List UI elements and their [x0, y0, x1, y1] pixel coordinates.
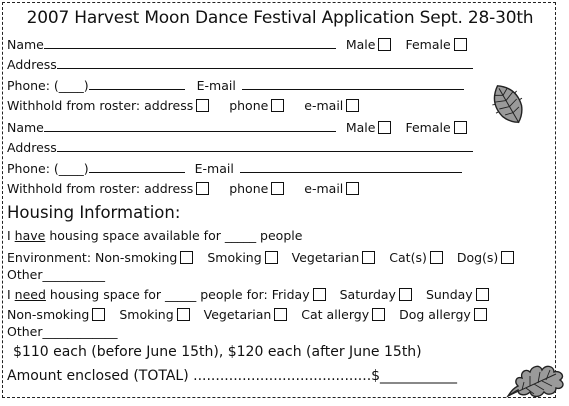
need-word: need — [14, 287, 46, 302]
sunday-checkbox[interactable] — [476, 288, 489, 301]
withhold-phone-checkbox[interactable] — [271, 99, 284, 112]
withhold-email-checkbox[interactable] — [346, 182, 359, 195]
female-label: Female — [405, 120, 451, 135]
nonsmoking-label: Non-smoking — [7, 307, 90, 322]
other2-row — [7, 324, 118, 339]
withhold-email-label: e-mail — [304, 181, 344, 196]
vegetarian-checkbox[interactable] — [274, 308, 287, 321]
withhold-label: Withhold from roster: address — [7, 181, 194, 196]
sunday-label: Sunday — [425, 287, 473, 302]
address-field[interactable] — [57, 140, 473, 152]
phone-field[interactable] — [89, 78, 185, 90]
env-cats-checkbox[interactable] — [430, 251, 443, 264]
amount-enclosed[interactable]: Amount enclosed (TOTAL) ........................................$___________ — [7, 368, 458, 384]
email-label: E-mail — [196, 78, 236, 93]
address-label: Address — [7, 57, 57, 72]
phone-label: Phone: (____) — [7, 78, 89, 93]
environment-row — [7, 250, 524, 265]
withhold-label: Withhold from roster: address — [7, 98, 194, 113]
cat-allergy-checkbox[interactable] — [372, 308, 385, 321]
need-housing-row — [7, 287, 499, 302]
needs-row — [7, 307, 497, 322]
env-cats-label: Cat(s) — [389, 250, 427, 265]
phone-label: Phone: (____) — [7, 161, 89, 176]
withhold-address-checkbox[interactable] — [196, 99, 209, 112]
cat-allergy-label: Cat allergy — [301, 307, 370, 322]
male-label: Male — [345, 37, 376, 52]
person1-phone-row — [7, 78, 464, 93]
have-housing-row — [7, 228, 302, 243]
smoking-checkbox[interactable] — [177, 308, 190, 321]
name-label: Name — [7, 37, 44, 52]
vegetarian-label: Vegetarian — [203, 307, 272, 322]
have-word: have — [14, 228, 46, 243]
withhold-address-checkbox[interactable] — [196, 182, 209, 195]
name-field[interactable] — [44, 120, 336, 132]
environment-nonsmoking-label: Environment: Non-smoking — [7, 250, 178, 265]
withhold-email-label: e-mail — [304, 98, 344, 113]
other1-row — [7, 267, 105, 282]
name-field[interactable] — [44, 37, 336, 49]
phone-field[interactable] — [89, 161, 185, 173]
dog-allergy-checkbox[interactable] — [474, 308, 487, 321]
env-smoking-checkbox[interactable] — [265, 251, 278, 264]
person1-withhold-row — [7, 98, 369, 113]
person1-name-row — [7, 37, 477, 52]
other2-field[interactable]: Other____________ — [7, 324, 118, 339]
person2-phone-row — [7, 161, 462, 176]
env-dogs-label: Dog(s) — [456, 250, 499, 265]
email-field[interactable] — [242, 78, 464, 90]
person2-name-row — [7, 120, 477, 135]
saturday-label: Saturday — [339, 287, 396, 302]
person1-address-row — [7, 57, 473, 72]
female-checkbox[interactable] — [454, 38, 467, 51]
need-housing-text: housing space for _____ people for: Friday — [45, 287, 310, 302]
env-smoking-label: Smoking — [207, 250, 262, 265]
address-label: Address — [7, 140, 57, 155]
nonsmoking-checkbox[interactable] — [92, 308, 105, 321]
email-field[interactable] — [240, 161, 462, 173]
person2-withhold-row — [7, 181, 369, 196]
form-title: 2007 Harvest Moon Dance Festival Application Sept. 28-30th — [26, 8, 534, 28]
other1-field[interactable]: Other__________ — [7, 267, 105, 282]
application-form — [2, 2, 556, 398]
friday-checkbox[interactable] — [313, 288, 326, 301]
env-dogs-checkbox[interactable] — [501, 251, 514, 264]
need-prefix: I — [7, 287, 15, 302]
withhold-email-checkbox[interactable] — [346, 99, 359, 112]
male-checkbox[interactable] — [378, 121, 391, 134]
housing-heading: Housing Information: — [7, 203, 181, 222]
person2-address-row — [7, 140, 473, 155]
email-label: E-mail — [194, 161, 234, 176]
have-housing-text: housing space available for _____ people — [45, 228, 303, 243]
env-nonsmoking-checkbox[interactable] — [180, 251, 193, 264]
withhold-phone-label: phone — [229, 98, 269, 113]
male-checkbox[interactable] — [378, 38, 391, 51]
withhold-phone-checkbox[interactable] — [271, 182, 284, 195]
address-field[interactable] — [57, 57, 473, 69]
female-checkbox[interactable] — [454, 121, 467, 134]
withhold-phone-label: phone — [229, 181, 269, 196]
smoking-label: Smoking — [119, 307, 174, 322]
name-label: Name — [7, 120, 44, 135]
male-label: Male — [345, 120, 376, 135]
saturday-checkbox[interactable] — [399, 288, 412, 301]
leaf-icon — [488, 80, 528, 128]
have-prefix: I — [7, 228, 15, 243]
env-vegetarian-checkbox[interactable] — [362, 251, 375, 264]
price-text: $110 each (before June 15th), $120 each (after June 15th) — [13, 344, 422, 360]
env-vegetarian-label: Vegetarian — [291, 250, 360, 265]
female-label: Female — [405, 37, 451, 52]
oak-leaf-icon — [504, 358, 568, 400]
dog-allergy-label: Dog allergy — [399, 307, 471, 322]
